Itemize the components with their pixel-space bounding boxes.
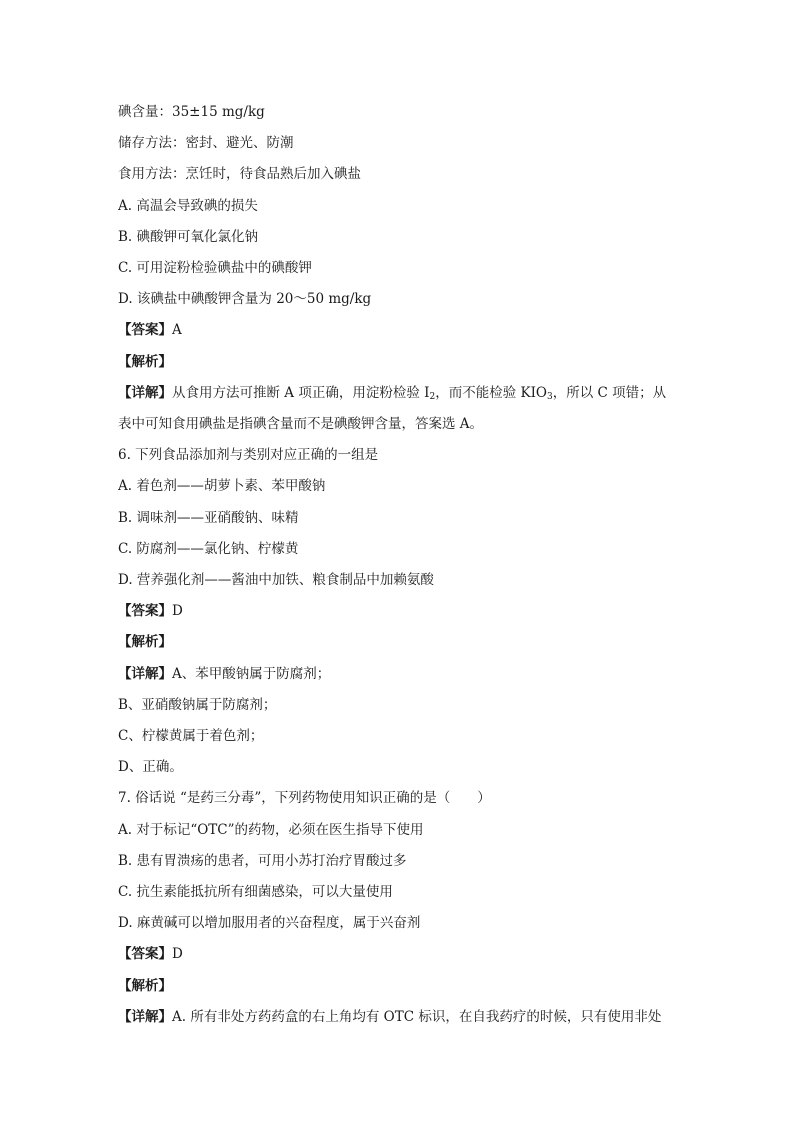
q7-detail-line-1 [118, 1007, 661, 1027]
answer-tag: 【答案】 [118, 322, 172, 338]
usage-method-line: 食用方法：烹饪时，待食品熟后加入碘盐 [118, 166, 361, 182]
answer-tag: 【答案】 [118, 946, 172, 962]
detail-text-part1: 从食用方法可推断 A 项正确，用淀粉检验 I [172, 385, 430, 401]
q6-question: 6. 下列食品添加剂与类别对应正确的一组是 [118, 447, 379, 463]
answer-value: A [172, 322, 182, 338]
q5-analysis-heading [118, 352, 172, 372]
storage-method-line: 储存方法：密封、避光、防潮 [118, 135, 294, 151]
analysis-tag: 【解析】 [118, 634, 172, 650]
q6-answer [118, 601, 183, 621]
q7-answer [118, 944, 183, 964]
detail-tag: 【详解】 [118, 666, 172, 682]
answer-value: D [172, 946, 183, 962]
q5-answer [118, 320, 182, 340]
q7-analysis-heading [118, 976, 172, 996]
q7-option-c: C. 抗生素能抵抗所有细菌感染，可以大量使用 [118, 884, 393, 900]
q5-option-d: D. 该碘盐中碘酸钾含量为 20～50 mg/kg [118, 291, 372, 307]
detail-tag: 【详解】 [118, 385, 172, 401]
detail-text-part2: ，而不能检验 KIO [435, 385, 547, 401]
q6-option-d: D. 营养强化剂——酱油中加铁、粮食制品中加赖氨酸 [118, 572, 434, 588]
subscript: 2 [429, 392, 436, 402]
q6-analysis-heading [118, 632, 172, 652]
q6-option-b: B. 调味剂——亚硝酸钠、味精 [118, 510, 299, 526]
q6-detail-line-4: D、正确。 [118, 759, 183, 775]
iodine-content-line: 碘含量：35±15 mg/kg [118, 104, 265, 120]
detail-tag: 【详解】 [118, 1009, 172, 1025]
q7-option-a: A. 对于标记“OTC”的药物，必须在医生指导下使用 [118, 822, 424, 838]
q7-question: 7. 俗话说 “是药三分毒”，下列药物使用知识正确的是（ ） [118, 790, 491, 806]
analysis-tag: 【解析】 [118, 978, 172, 994]
q5-option-a: A. 高温会导致碘的损失 [118, 198, 258, 214]
answer-value: D [172, 603, 183, 619]
detail-text: A. 所有非处方药药盒的右上角均有 OTC 标识，在自我药疗的时候，只有使用非处 [172, 1009, 662, 1025]
answer-tag: 【答案】 [118, 603, 172, 619]
analysis-tag: 【解析】 [118, 354, 172, 370]
q5-detail-line-1 [118, 383, 666, 403]
q6-option-a: A. 着色剂——胡萝卜素、苯甲酸钠 [118, 478, 326, 494]
detail-text-part3: ，所以 C 项错；从 [552, 385, 667, 401]
q6-detail-line-1 [118, 664, 330, 684]
q5-detail-line-2: 表中可知食用碘盐是指碘含量而不是碘酸钾含量，答案选 A。 [118, 416, 484, 432]
q6-option-c: C. 防腐剂——氯化钠、柠檬黄 [118, 541, 299, 557]
subscript: 3 [546, 392, 553, 402]
q6-detail-line-2: B、亚硝酸钠属于防腐剂； [118, 697, 277, 713]
q7-option-b: B. 患有胃溃疡的患者，可用小苏打治疗胃酸过多 [118, 853, 407, 869]
q5-option-b: B. 碘酸钾可氧化氯化钠 [118, 229, 259, 245]
q5-option-c: C. 可用淀粉检验碘盐中的碘酸钾 [118, 260, 312, 276]
q6-detail-line-3: C、柠檬黄属于着色剂； [118, 728, 264, 744]
detail-text: A、苯甲酸钠属于防腐剂； [172, 666, 331, 682]
q7-option-d: D. 麻黄碱可以增加服用者的兴奋程度，属于兴奋剂 [118, 915, 421, 931]
